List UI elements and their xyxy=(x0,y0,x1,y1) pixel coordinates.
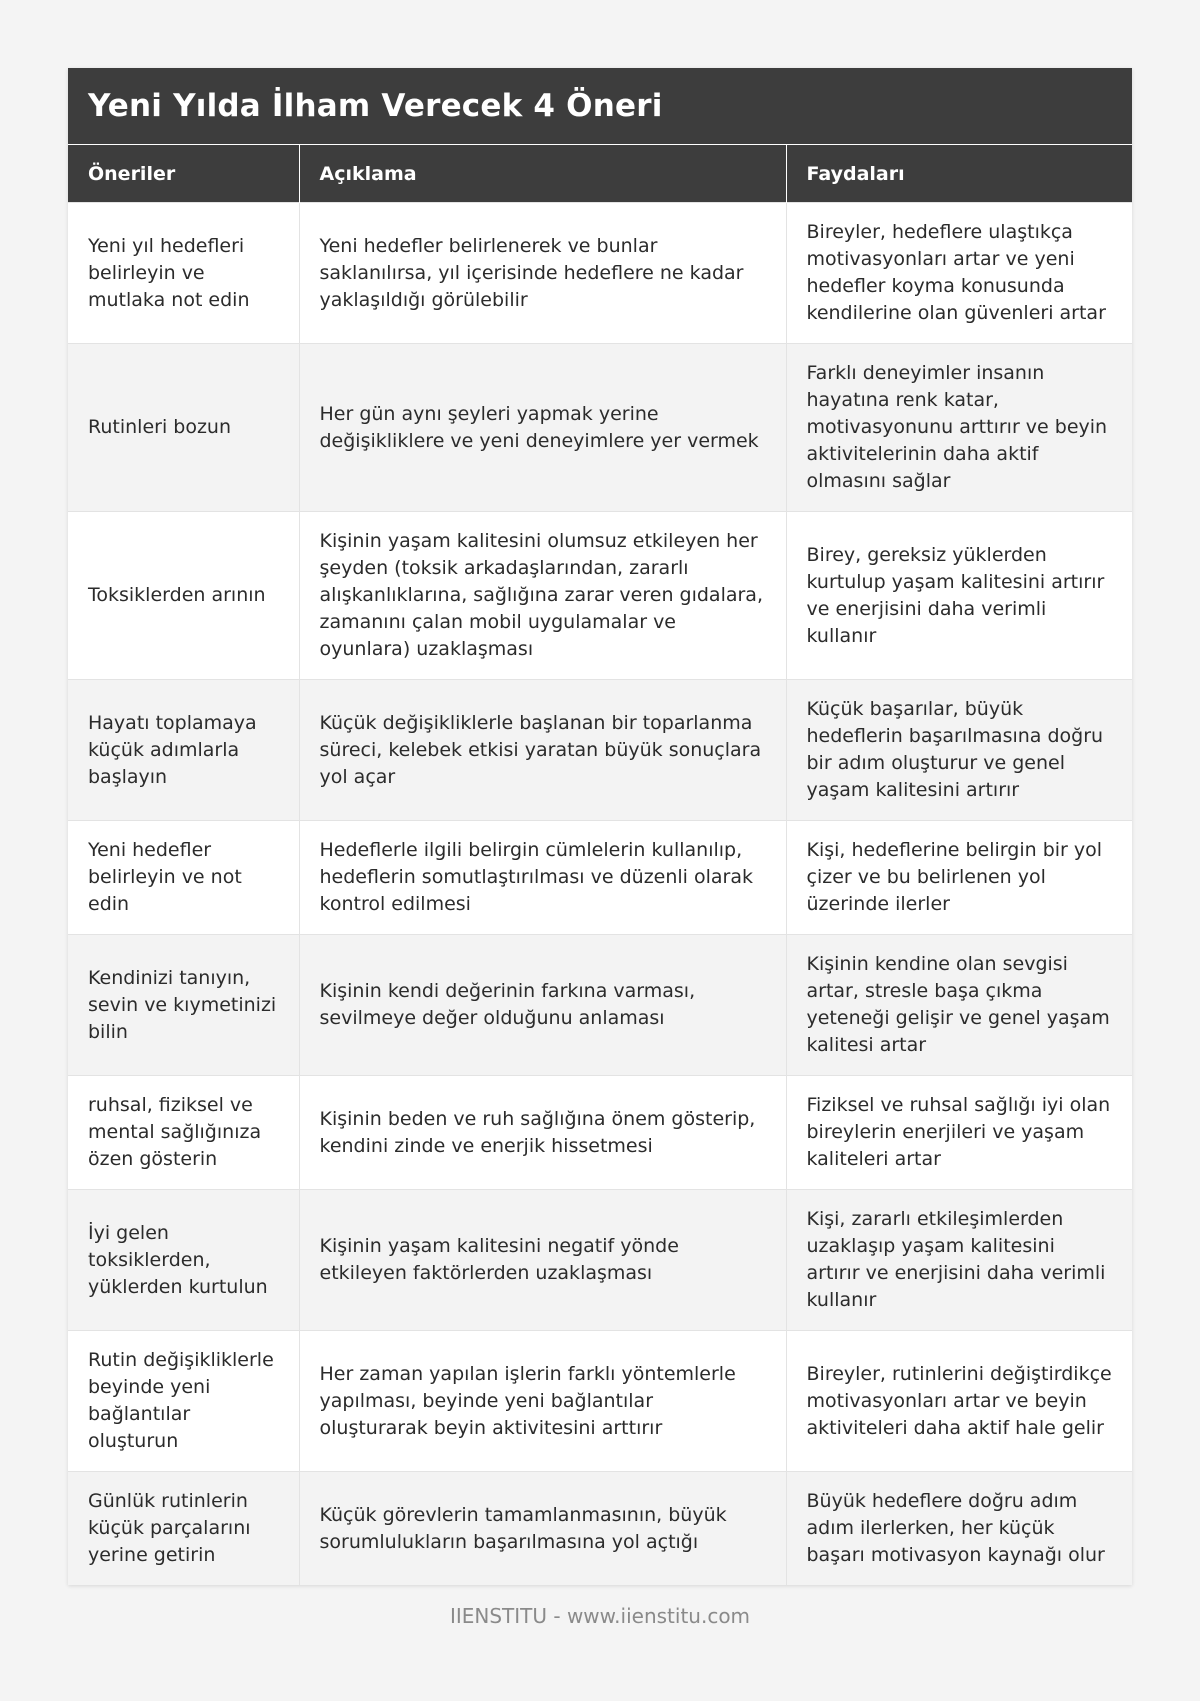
cell-suggestion: Toksiklerden arının xyxy=(68,512,299,680)
cell-description: Kişinin yaşam kalitesini olumsuz etkileyen her şeyden (toksik arkadaşlarından, zararlı alışkanlıklarına, sağlığına zarar veren gıdalara, zamanını çalan mobil uygulamalar ve oyunlara) uzaklaşması xyxy=(299,512,786,680)
cell-suggestion: Rutin değişikliklerle beyinde yeni bağlantılar oluşturun xyxy=(68,1331,299,1472)
cell-benefit: Farklı deneyimler insanın hayatına renk katar, motivasyonunu arttırır ve beyin aktivitelerinin daha aktif olmasını sağlar xyxy=(786,344,1132,512)
cell-suggestion: Günlük rutinlerin küçük parçalarını yerine getirin xyxy=(68,1472,299,1586)
table-row xyxy=(68,1190,1132,1331)
cell-suggestion: Rutinleri bozun xyxy=(68,344,299,512)
table-body xyxy=(68,203,1132,1586)
cell-description: Kişinin kendi değerinin farkına varması, sevilmeye değer olduğunu anlaması xyxy=(299,935,786,1076)
footer-credit: IIENSTITU - www.iienstitu.com xyxy=(449,1604,751,1628)
cell-benefit: Kişinin kendine olan sevgisi artar, stresle başa çıkma yeteneği gelişir ve genel yaşam kalitesi artar xyxy=(786,935,1132,1076)
cell-description: Kişinin beden ve ruh sağlığına önem gösterip, kendini zinde ve enerjik hissetmesi xyxy=(299,1076,786,1190)
table-row xyxy=(68,512,1132,680)
cell-suggestion: Hayatı toplamaya küçük adımlarla başlayın xyxy=(68,680,299,821)
cell-benefit: Büyük hedeflere doğru adım adım ilerlerken, her küçük başarı motivasyon kaynağı olur xyxy=(786,1472,1132,1586)
table-row xyxy=(68,1472,1132,1586)
table-row xyxy=(68,821,1132,935)
cell-suggestion: Yeni hedefler belirleyin ve not edin xyxy=(68,821,299,935)
column-header-faydalari: Faydaları xyxy=(786,145,1132,203)
cell-suggestion: Yeni yıl hedefleri belirleyin ve mutlaka not edin xyxy=(68,203,299,344)
cell-benefit: Birey, gereksiz yüklerden kurtulup yaşam kalitesini artırır ve enerjisini daha verimli kullanır xyxy=(786,512,1132,680)
cell-benefit: Küçük başarılar, büyük hedeflerin başarılmasına doğru bir adım oluşturur ve genel yaşam kalitesini artırır xyxy=(786,680,1132,821)
column-header-oneriler: Öneriler xyxy=(68,145,299,203)
table-row xyxy=(68,1331,1132,1472)
cell-suggestion: ruhsal, fiziksel ve mental sağlığınıza özen gösterin xyxy=(68,1076,299,1190)
page-title: Yeni Yılda İlham Verecek 4 Öneri xyxy=(88,88,663,124)
cell-suggestion: Kendinizi tanıyın, sevin ve kıymetinizi bilin xyxy=(68,935,299,1076)
cell-description: Her zaman yapılan işlerin farklı yöntemlerle yapılması, beyinde yeni bağlantılar oluşturarak beyin aktivitesini arttırır xyxy=(299,1331,786,1472)
cell-benefit: Bireyler, rutinlerini değiştirdikçe motivasyonları artar ve beyin aktiviteleri daha aktif hale gelir xyxy=(786,1331,1132,1472)
cell-description: Yeni hedefler belirlenerek ve bunlar saklanılırsa, yıl içerisinde hedeflere ne kadar yaklaşıldığı görülebilir xyxy=(299,203,786,344)
header-row xyxy=(68,145,1132,203)
cell-description: Küçük görevlerin tamamlanmasının, büyük sorumlulukların başarılmasına yol açtığı xyxy=(299,1472,786,1586)
cell-benefit: Kişi, hedeflerine belirgin bir yol çizer ve bu belirlenen yol üzerinde ilerler xyxy=(786,821,1132,935)
content-card xyxy=(68,68,1132,1585)
table-row xyxy=(68,935,1132,1076)
table-row xyxy=(68,203,1132,344)
table-header xyxy=(68,145,1132,203)
cell-description: Kişinin yaşam kalitesini negatif yönde etkileyen faktörlerden uzaklaşması xyxy=(299,1190,786,1331)
table-row xyxy=(68,344,1132,512)
recommendations-table xyxy=(68,144,1132,1585)
cell-benefit: Kişi, zararlı etkileşimlerden uzaklaşıp yaşam kalitesini artırır ve enerjisini daha verimli kullanır xyxy=(786,1190,1132,1331)
cell-description: Hedeflerle ilgili belirgin cümlelerin kullanılıp, hedeflerin somutlaştırılması ve düzenli olarak kontrol edilmesi xyxy=(299,821,786,935)
table-row xyxy=(68,1076,1132,1190)
table-row xyxy=(68,680,1132,821)
cell-description: Her gün aynı şeyleri yapmak yerine değişikliklere ve yeni deneyimlere yer vermek xyxy=(299,344,786,512)
cell-description: Küçük değişikliklerle başlanan bir toparlanma süreci, kelebek etkisi yaratan büyük sonuçlara yol açar xyxy=(299,680,786,821)
cell-benefit: Fiziksel ve ruhsal sağlığı iyi olan bireylerin enerjileri ve yaşam kaliteleri artar xyxy=(786,1076,1132,1190)
column-header-aciklama: Açıklama xyxy=(299,145,786,203)
cell-benefit: Bireyler, hedeflere ulaştıkça motivasyonları artar ve yeni hedefler koyma konusunda kendilerine olan güvenleri artar xyxy=(786,203,1132,344)
cell-suggestion: İyi gelen toksiklerden, yüklerden kurtulun xyxy=(68,1190,299,1331)
title-bar xyxy=(68,68,1132,144)
